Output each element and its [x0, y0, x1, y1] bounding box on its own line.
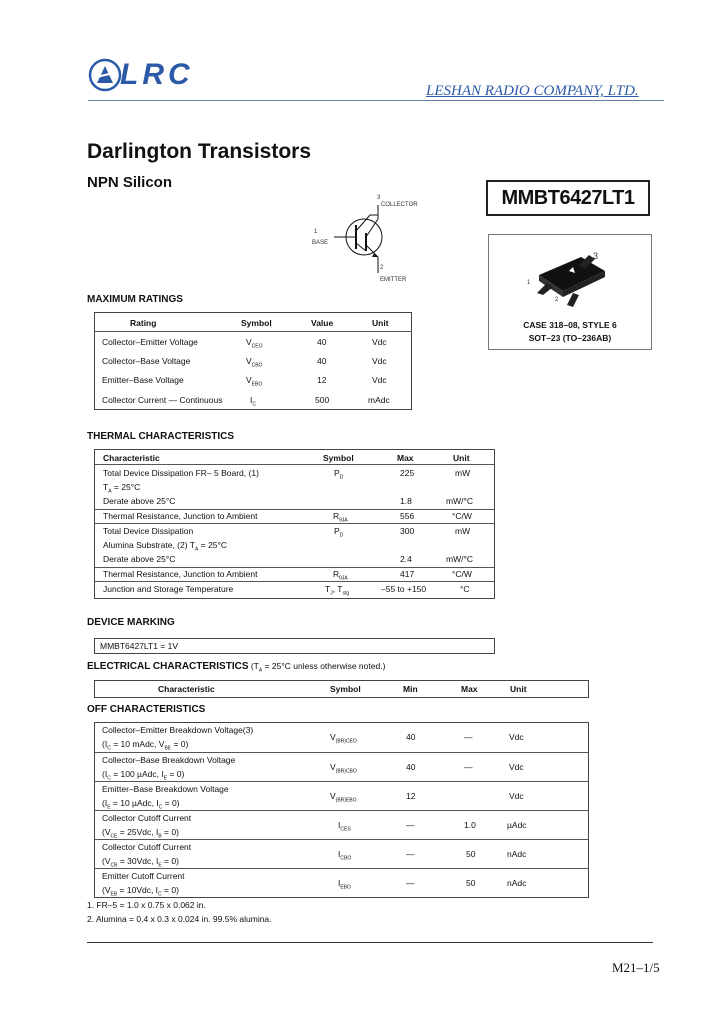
el-header-char: Characteristic — [158, 684, 215, 694]
th-header-max: Max — [397, 453, 414, 463]
mr-row2-rating: Collector–Base Voltage — [102, 356, 191, 366]
th-r2-symbol: $R_{\theta JA}$ — [333, 511, 348, 524]
el-header-max: Max — [461, 684, 478, 694]
max-ratings-heading: MAXIMUM RATINGS — [87, 294, 183, 305]
off-r1-symbol: $V_{(BR)CEO}$ — [330, 732, 357, 745]
off-r2-max: — — [464, 762, 473, 772]
mr-row2-unit: Vdc — [372, 356, 387, 366]
th-header-unit: Unit — [453, 453, 470, 463]
th-r4-symbol: $R_{\theta JA}$ — [333, 569, 348, 582]
company-name: LESHAN RADIO COMPANY, LTD. — [426, 83, 639, 99]
off-r6-unit: nAdc — [507, 878, 527, 888]
mr-row4-symbol: $I_C$ — [250, 395, 256, 408]
page-title: Darlington Transistors — [87, 140, 312, 163]
th-r2-unit: °C/W — [452, 511, 472, 521]
th-r3-unit2: mW/°C — [446, 554, 474, 564]
mr-row4-rating: Collector Current — Continuous — [102, 395, 223, 405]
mr-header-symbol: Symbol — [241, 318, 272, 328]
off-r5-min: — — [406, 849, 415, 859]
logo-text: LRC — [120, 58, 194, 91]
off-r5-symbol: $I_{CBO}$ — [338, 849, 352, 862]
pkg-pin3: 3 — [593, 251, 599, 261]
off-r5-l1: Collector Cutoff Current — [102, 842, 192, 852]
off-r1-max: — — [464, 732, 473, 742]
mr-header-value: Value — [311, 318, 334, 328]
mr-row3-unit: Vdc — [372, 375, 387, 385]
pin2-label: EMITTER — [380, 277, 407, 283]
mr-row1-symbol: $V_{CEO}$ — [246, 337, 263, 350]
th-r4-unit: °C/W — [452, 569, 472, 579]
th-r1-max1: 225 — [400, 468, 415, 478]
th-r3-max1: 300 — [400, 526, 415, 536]
th-r5-unit: °C — [460, 584, 470, 594]
th-r5-char: Junction and Storage Temperature — [103, 584, 234, 594]
pin1-label: BASE — [312, 240, 329, 246]
th-r1-line2: $T_A = 25^\circ C$ — [103, 482, 141, 495]
electrical-heading: ELECTRICAL CHARACTERISTICS ($T_A = 25^\circ C$ unless otherwise noted.) — [87, 661, 386, 674]
th-r1-line1: Total Device Dissipation FR– 5 Board, (1) — [103, 468, 259, 478]
th-r3-line3: Derate above 25°C — [103, 554, 176, 564]
package-caption — [488, 319, 652, 345]
off-r1-l1: Collector–Emitter Breakdown Voltage(3) — [102, 725, 254, 735]
off-r6-min: — — [406, 878, 415, 888]
mr-row4-unit: mAdc — [368, 395, 390, 405]
th-r1-unit1: mW — [455, 468, 471, 478]
off-r6-l1: Emitter Cutoff Current — [102, 871, 185, 881]
max-ratings-header-rule — [94, 331, 412, 332]
pin3-label: COLLECTOR — [381, 202, 418, 208]
off-r5-max: 50 — [466, 849, 476, 859]
off-r3-unit: Vdc — [509, 791, 524, 801]
th-r1-unit2: mW/°C — [446, 496, 474, 506]
mr-row1-rating: Collector–Emitter Voltage — [102, 337, 198, 347]
pin1-number: 1 — [314, 229, 318, 235]
off-r5-l2: ($V_{CB} = 30Vdc$, $I_E = 0$) — [102, 856, 179, 869]
case-line2: SOT–23 (TO–236AB) — [528, 333, 612, 343]
part-number-box: MMBT6427LT1 — [486, 180, 650, 216]
transistor-schematic — [300, 195, 440, 290]
th-r1-symbol: $P_D$ — [334, 468, 344, 481]
device-marking-value: MMBT6427LT1 = 1V — [100, 641, 179, 651]
mr-row3-value: 12 — [317, 375, 327, 385]
mr-header-rating: Rating — [130, 318, 157, 328]
off-r1-min: 40 — [406, 732, 416, 742]
device-marking-heading: DEVICE MARKING — [87, 617, 175, 628]
off-r4-l2: ($V_{CE} = 25Vdc$, $I_B = 0$) — [102, 827, 179, 840]
case-line1: CASE 318–08, STYLE 6 — [523, 320, 617, 330]
el-header-unit: Unit — [510, 684, 527, 694]
off-r4-max: 1.0 — [464, 820, 476, 830]
mr-header-unit: Unit — [372, 318, 389, 328]
th-r4-max: 417 — [400, 569, 415, 579]
off-r1-l2: ($I_C = 10$ mAdc, $V_{BE} = 0$) — [102, 739, 189, 752]
off-r2-symbol: $V_{(BR)CBO}$ — [330, 762, 357, 775]
th-r3-symbol: $P_D$ — [334, 526, 344, 539]
mr-row2-symbol: $V_{CBO}$ — [246, 356, 263, 369]
off-r1-unit: Vdc — [509, 732, 524, 742]
lrc-logo-icon — [88, 58, 122, 92]
el-header-symbol: Symbol — [330, 684, 361, 694]
off-r3-symbol: $V_{(BR)EBO}$ — [330, 791, 357, 804]
thermal-heading: THERMAL CHARACTERISTICS — [87, 431, 235, 442]
off-r5-unit: nAdc — [507, 849, 527, 859]
off-r4-l1: Collector Cutoff Current — [102, 813, 192, 823]
mr-row1-value: 40 — [317, 337, 327, 347]
off-r4-min: — — [406, 820, 415, 830]
th-r5-max: –55 to +150 — [381, 584, 427, 594]
page-number: M21–1/5 — [612, 960, 660, 975]
th-r2-max: 556 — [400, 511, 415, 521]
pkg-pin2: 2 — [555, 297, 559, 303]
off-r2-min: 40 — [406, 762, 416, 772]
off-r3-l1: Emitter–Base Breakdown Voltage — [102, 784, 229, 794]
mr-row3-rating: Emitter–Base Voltage — [102, 375, 184, 385]
off-r6-symbol: $I_{EBO}$ — [338, 878, 351, 891]
off-r6-l2: ($V_{EB} = 10Vdc$, $I_C = 0$) — [102, 885, 179, 898]
pin2-number: 2 — [380, 265, 384, 271]
mr-row3-symbol: $V_{EBO}$ — [246, 375, 263, 388]
th-r4-char: Thermal Resistance, Junction to Ambient — [103, 569, 258, 579]
off-r3-min: 12 — [406, 791, 416, 801]
th-r3-line2: Alumina Substrate, (2) $T_A = 25^\circ C$ — [103, 540, 227, 553]
note-1: 1. FR–5 = 1.0 x 0.75 x 0.062 in. — [87, 900, 206, 910]
pkg-pin1: 1 — [527, 280, 531, 286]
th-r3-line1: Total Device Dissipation — [103, 526, 194, 536]
th-header-char: Characteristic — [103, 453, 160, 463]
th-header-symbol: Symbol — [323, 453, 354, 463]
note-2: 2. Alumina = 0.4 x 0.3 x 0.024 in. 99.5% alumina. — [87, 914, 272, 924]
mr-row1-unit: Vdc — [372, 337, 387, 347]
th-r1-line3: Derate above 25°C — [103, 496, 176, 506]
off-r4-unit: µAdc — [507, 820, 527, 830]
el-header-min: Min — [403, 684, 418, 694]
off-r2-l2: ($I_C = 100$ µAdc, $I_E = 0$) — [102, 769, 185, 782]
off-r3-l2: ($I_E = 10$ µAdc, $I_C = 0$) — [102, 798, 180, 811]
off-r2-unit: Vdc — [509, 762, 524, 772]
th-r2-char: Thermal Resistance, Junction to Ambient — [103, 511, 258, 521]
th-r3-max2: 2.4 — [400, 554, 412, 564]
off-r2-l1: Collector–Base Breakdown Voltage — [102, 755, 236, 765]
pin3-number: 3 — [377, 195, 381, 201]
mr-row2-value: 40 — [317, 356, 327, 366]
th-r1-max2: 1.8 — [400, 496, 412, 506]
page-subtitle: NPN Silicon — [87, 174, 173, 191]
th-r5-symbol: $T_J$, $T_{stg}$ — [325, 584, 350, 597]
off-r6-max: 50 — [466, 878, 476, 888]
off-r4-symbol: $I_{CES}$ — [338, 820, 351, 833]
mr-row4-value: 500 — [315, 395, 330, 405]
off-characteristics-heading: OFF CHARACTERISTICS — [87, 704, 206, 715]
sot23-package-icon — [489, 235, 653, 315]
th-r3-unit1: mW — [455, 526, 471, 536]
footer-divider — [87, 942, 653, 943]
header-divider — [88, 100, 664, 101]
